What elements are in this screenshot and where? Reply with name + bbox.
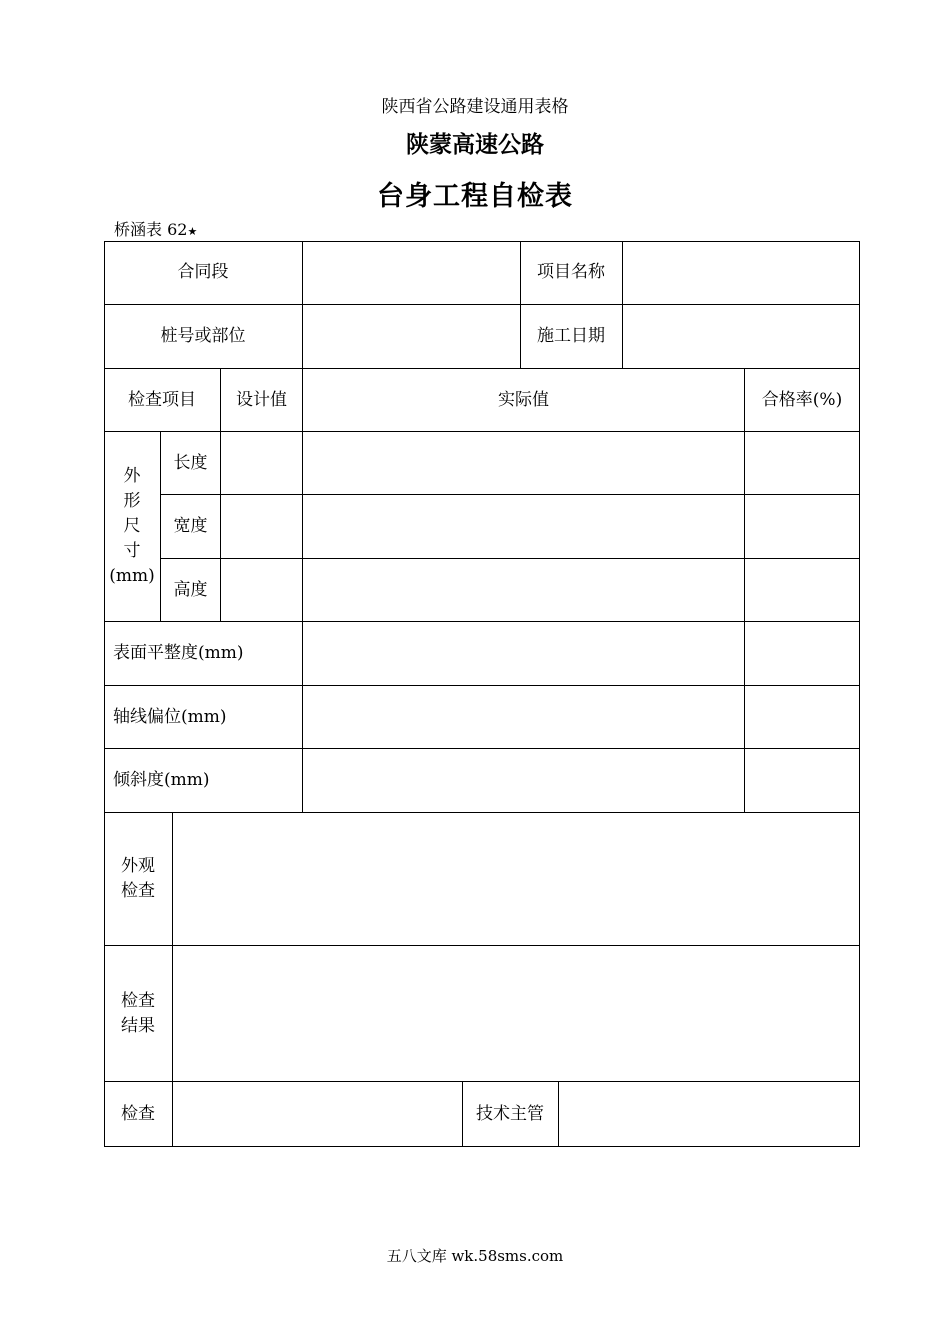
actual-value-header: 实际值 xyxy=(498,389,549,410)
dimension-group-label xyxy=(104,432,160,621)
project-name: 陕蒙高速公路 xyxy=(406,132,544,158)
result-line: 检查 xyxy=(121,990,155,1011)
design-value-header: 设计值 xyxy=(236,389,287,410)
contract-value-cell[interactable] xyxy=(303,241,520,304)
flatness-label: 表面平整度(mm) xyxy=(113,643,244,663)
height-label: 高度 xyxy=(173,579,208,600)
axis-offset-label: 轴线偏位(mm) xyxy=(113,706,227,727)
appearance-line: 检查 xyxy=(121,881,155,901)
tech-supervisor-label: 技术主管 xyxy=(476,1103,544,1124)
inclination-label: 倾斜度(mm) xyxy=(113,770,210,790)
border-bottom xyxy=(104,1146,860,1147)
station-label: 桩号或部位 xyxy=(160,326,246,346)
dimension-char: 形 xyxy=(123,491,141,511)
appearance-label xyxy=(104,813,172,945)
form-title: 台身工程自检表 xyxy=(377,181,573,212)
inspection-form xyxy=(104,241,860,1147)
inspection-item-header: 检查项目 xyxy=(128,389,196,410)
form-code-text: 桥涵表 62 xyxy=(114,220,188,239)
result-line: 结果 xyxy=(121,1015,155,1036)
star-icon: ★ xyxy=(187,225,198,238)
footer-watermark: 五八文库 wk.58sms.com xyxy=(386,1247,564,1265)
dimension-unit: (mm) xyxy=(109,566,155,586)
dimension-char: 寸 xyxy=(123,541,141,561)
border-right xyxy=(859,241,860,1147)
width-label: 宽度 xyxy=(173,516,208,536)
station-value-cell[interactable] xyxy=(303,305,520,368)
appearance-value-cell[interactable] xyxy=(173,813,859,945)
dimension-char: 尺 xyxy=(123,516,141,536)
rule xyxy=(160,558,860,559)
inspector-value-cell[interactable] xyxy=(173,1082,462,1146)
org-header: 陕西省公路建设通用表格 xyxy=(381,97,569,117)
rule xyxy=(744,368,745,812)
pass-rate-header: 合格率(%) xyxy=(761,389,843,410)
contract-label: 合同段 xyxy=(177,262,229,282)
length-label: 长度 xyxy=(173,452,208,473)
inspector-label: 检查 xyxy=(121,1103,155,1124)
construction-date-label: 施工日期 xyxy=(537,326,605,346)
tech-supervisor-value-cell[interactable] xyxy=(559,1082,859,1146)
construction-date-value-cell[interactable] xyxy=(623,305,859,368)
form-code xyxy=(114,217,197,240)
dimension-char: 外 xyxy=(123,466,141,486)
result-value-cell[interactable] xyxy=(173,946,859,1081)
project-name-value-cell[interactable] xyxy=(623,241,859,304)
rule xyxy=(160,494,860,495)
result-label xyxy=(104,946,172,1081)
project-name-label: 项目名称 xyxy=(537,262,605,282)
appearance-line: 外观 xyxy=(121,856,155,876)
